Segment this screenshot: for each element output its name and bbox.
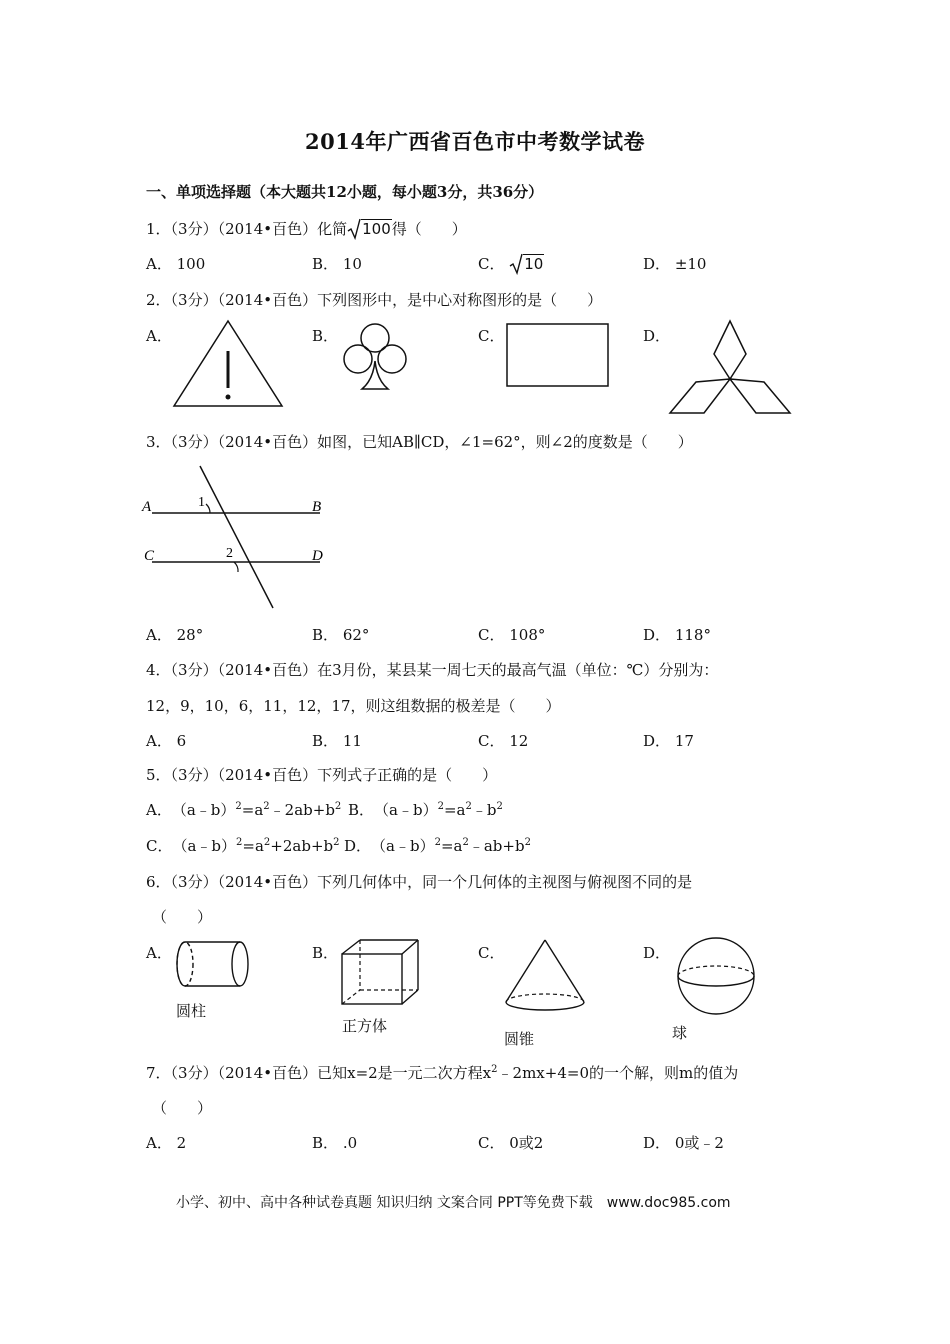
option-label: A． bbox=[146, 626, 172, 644]
option-value: 2 bbox=[176, 1134, 187, 1152]
q7-option-a[interactable] bbox=[146, 1132, 186, 1153]
q2-option-c[interactable]: C． bbox=[478, 327, 505, 345]
q6-option-a[interactable]: A． bbox=[146, 944, 172, 962]
option-value: 108° bbox=[509, 626, 546, 644]
q1-text-end: 得（ ） bbox=[391, 220, 467, 238]
option-value: 10 bbox=[342, 255, 362, 273]
option-value: 17 bbox=[674, 732, 694, 750]
cylinder-caption: 圆柱 bbox=[176, 1002, 207, 1020]
option-label: B． bbox=[312, 732, 339, 750]
q2-option-d[interactable]: D． bbox=[643, 327, 671, 345]
q4-option-b[interactable] bbox=[312, 730, 362, 751]
q4-option-a[interactable] bbox=[146, 730, 186, 751]
option-label: C． bbox=[478, 732, 505, 750]
q5-option-c[interactable]: C． $(a﹣b)^2=a^2+2ab+b^2$ bbox=[146, 837, 340, 855]
cylinder-figure bbox=[172, 936, 254, 992]
q1-option-a[interactable] bbox=[146, 253, 205, 274]
q6-option-d[interactable]: D． bbox=[643, 944, 671, 962]
option-label: D． bbox=[643, 626, 671, 644]
sphere-figure bbox=[668, 936, 764, 1016]
q3-option-c[interactable] bbox=[478, 624, 545, 645]
option-value: 0或﹣2 bbox=[674, 1134, 724, 1152]
q1-option-b[interactable] bbox=[312, 253, 362, 274]
option-label: A． bbox=[146, 1134, 172, 1152]
q2-option-a[interactable]: A． bbox=[146, 327, 172, 345]
question-1 bbox=[146, 218, 467, 244]
option-label: B． bbox=[312, 1134, 339, 1152]
option-label: C． bbox=[146, 837, 165, 855]
q5-option-d[interactable]: D． $(a﹣b)^2=a^2﹣ab+b^2$ bbox=[344, 837, 531, 855]
option-value: 118° bbox=[674, 626, 711, 644]
sqrt-symbol bbox=[509, 253, 523, 279]
q1-radicand: 100 bbox=[362, 220, 391, 238]
option-label: C． bbox=[478, 1134, 505, 1152]
option-value: 62° bbox=[342, 626, 370, 644]
q7-option-d[interactable] bbox=[643, 1132, 724, 1153]
q4-option-d[interactable] bbox=[643, 730, 694, 751]
option-value: 0或2 bbox=[509, 1134, 544, 1152]
option-label: A． bbox=[146, 801, 165, 819]
q3-option-b[interactable] bbox=[312, 624, 369, 645]
label-d: D bbox=[312, 548, 323, 564]
cube-figure bbox=[336, 936, 422, 1008]
q1-option-c[interactable] bbox=[478, 253, 544, 279]
mitsubishi-figure bbox=[668, 318, 792, 416]
option-label: D． bbox=[643, 255, 671, 273]
q3-option-a[interactable] bbox=[146, 624, 203, 645]
option-label: D． bbox=[643, 1134, 671, 1152]
q4-option-c[interactable] bbox=[478, 730, 528, 751]
sphere-caption: 球 bbox=[672, 1024, 688, 1042]
q1-text: 1．（3分）（2014•百色）化简 bbox=[146, 220, 348, 238]
warning-triangle-figure bbox=[170, 318, 286, 410]
question-3: 3．（3分）（2014•百色）如图，已知AB∥CD，∠1=62°，则∠2的度数是（ ） bbox=[146, 433, 693, 451]
sqrt-symbol bbox=[347, 218, 361, 244]
option-value: 10 bbox=[524, 255, 544, 273]
option-value: 11 bbox=[342, 732, 362, 750]
option-label: D． bbox=[344, 837, 364, 855]
page-title: 2014年广西省百色市中考数学试卷 bbox=[305, 129, 645, 154]
option-label: B． bbox=[348, 801, 367, 819]
question-2: 2．（3分）（2014•百色）下列图形中，是中心对称图形的是（ ） bbox=[146, 291, 603, 309]
q7-text-end: ﹣2mx+4=0的一个解，则m的值为 bbox=[497, 1064, 739, 1082]
option-label: B． bbox=[312, 626, 339, 644]
option-value: ±10 bbox=[674, 255, 707, 273]
q7-option-b[interactable] bbox=[312, 1132, 357, 1153]
q6-option-b[interactable]: B． bbox=[312, 944, 339, 962]
option-label: A． bbox=[146, 255, 172, 273]
q7-text: 7．（3分）（2014•百色）已知x=2是一元二次方程x bbox=[146, 1064, 492, 1082]
question-6-line-2: （ ） bbox=[152, 908, 213, 926]
club-suit-figure bbox=[336, 316, 414, 394]
question-4-line-2: 12，9，10，6，11，12，17，则这组数据的极差是（ ） bbox=[146, 697, 561, 715]
q7-option-c[interactable] bbox=[478, 1132, 543, 1153]
cone-figure bbox=[500, 936, 590, 1014]
option-label: C． bbox=[478, 255, 505, 273]
question-7-line-2: （ ） bbox=[152, 1099, 213, 1117]
option-label: A． bbox=[146, 732, 172, 750]
parallel-lines-figure bbox=[140, 462, 340, 612]
option-label: C． bbox=[478, 626, 505, 644]
option-value: 6 bbox=[176, 732, 187, 750]
rectangle-figure bbox=[506, 323, 610, 388]
option-label: D． bbox=[643, 732, 671, 750]
option-value: .0 bbox=[342, 1134, 358, 1152]
option-value: 12 bbox=[509, 732, 529, 750]
angle-1-label: 1 bbox=[198, 495, 205, 510]
question-4-line-1: 4．（3分）（2014•百色）在3月份，某县某一周七天的最高气温（单位：℃）分别为： bbox=[146, 661, 719, 679]
option-label: B． bbox=[312, 255, 339, 273]
label-b: B bbox=[312, 499, 322, 515]
question-7-line-1: 7．（3分）（2014•百色）已知x=2是一元二次方程$x^2﹣2mx+4=0$的一个解，则m的值为 bbox=[146, 1064, 739, 1082]
angle-2-label: 2 bbox=[226, 546, 233, 561]
q6-option-c[interactable]: C． bbox=[478, 944, 505, 962]
cube-caption: 正方体 bbox=[342, 1017, 388, 1035]
q5-option-a[interactable]: A． $(a﹣b)^2=a^2﹣2ab+b^2$ bbox=[146, 801, 342, 819]
q2-option-b[interactable]: B． bbox=[312, 327, 339, 345]
q1-option-d[interactable] bbox=[643, 253, 706, 274]
label-c: C bbox=[144, 548, 155, 564]
footer-text: 小学、初中、高中各种试卷真题 知识归纳 文案合同 PPT等免费下载 www.doc985.com bbox=[176, 1195, 731, 1211]
question-5: 5．（3分）（2014•百色）下列式子正确的是（ ） bbox=[146, 766, 498, 784]
q3-option-d[interactable] bbox=[643, 624, 711, 645]
label-a: A bbox=[142, 499, 152, 515]
question-6-line-1: 6．（3分）（2014•百色）下列几何体中，同一个几何体的主视图与俯视图不同的是 bbox=[146, 873, 693, 891]
q5-option-b[interactable]: B． $(a﹣b)^2=a^2﹣b^2$ bbox=[348, 801, 503, 819]
option-value: 100 bbox=[176, 255, 206, 273]
section-heading: 一、单项选择题（本大题共12小题，每小题3分，共36分） bbox=[146, 183, 544, 201]
option-value: 28° bbox=[176, 626, 204, 644]
cone-caption: 圆锥 bbox=[504, 1030, 535, 1048]
